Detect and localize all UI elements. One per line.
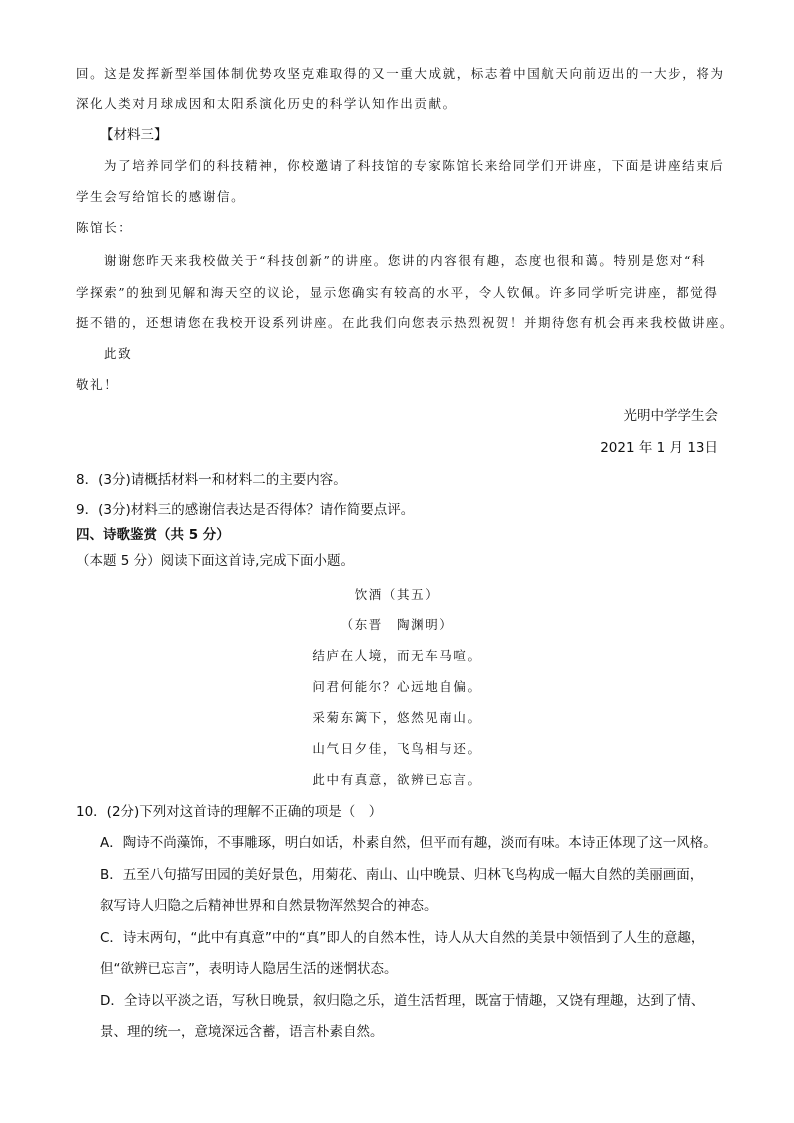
- option-b-line-2: 叙写诗人归隐之后精神世界和自然景物浑然契合的神态。: [100, 898, 438, 914]
- material3-intro-line-2: 学生会写给馆长的感谢信。: [76, 189, 246, 204]
- option-d-line-1: D．全诗以平淡之语，写秋日晚景，叙归隐之乐，道生活哲理，既富于情趣，又饶有理趣，达到了情、: [100, 993, 705, 1009]
- material2-line-1: 回。这是发挥新型举国体制优势攻坚克难取得的又一重大成就，标志着中国航天向前迈出的一大步，将为: [76, 66, 725, 81]
- letter-salutation: 陈馆长：: [76, 220, 133, 235]
- poem-title: 饮酒（其五）: [354, 587, 440, 602]
- letter-closing-2: 敬礼！: [76, 377, 119, 392]
- option-c-line-2: 但“欲辨已忘言”，表明诗人隐居生活的迷惘状态。: [100, 961, 398, 977]
- poem-line-1: 结庐在人境，而无车马喧。: [312, 648, 482, 663]
- option-a-line-1: A．陶诗不尚藻饰，不事雕琢，明白如话，朴素自然，但平而有趣，淡而有味。本诗正体现了这一风格。: [100, 835, 717, 851]
- question-10-stem: 10．(2分)下列对这首诗的理解不正确的项是（ ）: [76, 804, 383, 820]
- letter-body-line-2: 学探索”的独到见解和海天空的议论，显示您确实有较高的水平，令人钦佩。许多同学听完讲座，都觉得: [76, 285, 719, 300]
- poem-author: （东晋 陶渊明）: [340, 617, 454, 632]
- section-4-instruction: （本题 5 分）阅读下面这首诗,完成下面小题。: [76, 553, 354, 569]
- section-4-heading: 四、诗歌鉴赏（共 5 分）: [76, 527, 230, 543]
- letter-body-line-3: 挺不错的，还想请您在我校开设系列讲座。在此我们向您表示热烈祝贺！并期待您有机会再来我校做讲座。: [76, 315, 735, 330]
- letter-signature: 光明中学学生会: [623, 408, 718, 424]
- material3-heading: 【材料三】: [100, 127, 168, 143]
- poem-line-2: 问君何能尔？心远地自偏。: [312, 679, 482, 694]
- question-9: 9．(3分)材料三的感谢信表达是否得体？请作简要点评。: [76, 502, 415, 518]
- question-8: 8．(3分)请概括材料一和材料二的主要内容。: [76, 472, 347, 488]
- material3-intro-line-1: 为了培养同学们的科技精神，你校邀请了科技馆的专家陈馆长来给同学们开讲座，下面是讲座结束后: [104, 158, 725, 173]
- option-c-line-1: C．诗末两句，“此中有真意”中的“真”即人的自然本性，诗人从大自然的美景中领悟到了人生的意趣，: [100, 930, 705, 946]
- poem-line-5: 此中有真意，欲辨已忘言。: [312, 772, 482, 787]
- option-d-line-2: 景、理的统一，意境深远含蓄，语言朴素自然。: [100, 1024, 384, 1040]
- option-b-line-1: B．五至八句描写田园的美好景色，用菊花、南山、山中晚景、归林飞鸟构成一幅大自然的美丽画面，: [100, 867, 704, 883]
- letter-date: 2021 年 1 月 13日: [600, 440, 718, 456]
- letter-body-line-1: 谢谢您昨天来我校做关于“科技创新”的讲座。您讲的内容很有趣，态度也很和蔼。特别是您对“科: [104, 253, 707, 268]
- poem-line-4: 山气日夕佳，飞鸟相与还。: [312, 741, 482, 756]
- poem-line-3: 采菊东篱下，悠然见南山。: [312, 710, 482, 725]
- material2-line-2: 深化人类对月球成因和太阳系演化历史的科学认知作出贡献。: [76, 96, 457, 111]
- letter-closing-1: 此致: [104, 346, 133, 361]
